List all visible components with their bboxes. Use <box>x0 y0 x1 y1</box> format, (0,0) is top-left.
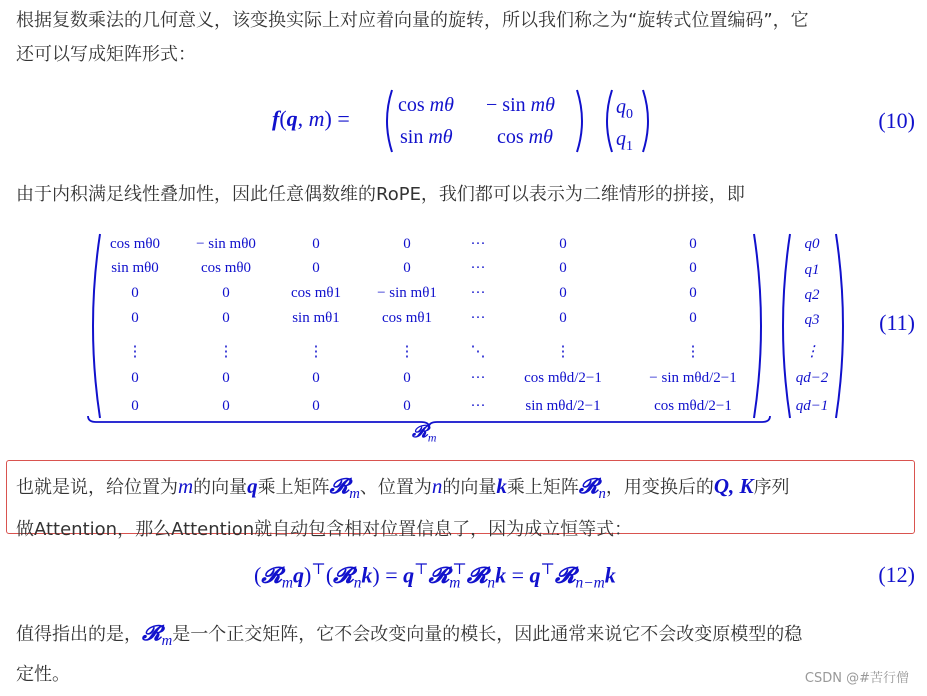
matrix-cell-r6-c2: 0 <box>312 398 320 414</box>
paragraph-highlighted <box>16 468 790 548</box>
paragraph-rope: 由于内积满足线性叠加性，因此任意偶数维的RoPE，我们都可以表示为二维情形的拼接，即 <box>16 184 745 205</box>
hl-math-Rn: 𝓡$_n$ <box>578 474 606 503</box>
matrix-cell-r4-c6: ⋮ <box>685 344 701 360</box>
vector-cell-2: q2 <box>804 287 820 303</box>
matrix-cell-r4-c0: ⋮ <box>127 344 143 360</box>
matrix-cell-r2-c4: ··· <box>470 285 486 301</box>
eq11-left-paren <box>86 232 102 420</box>
eq10-v1: $q_0$ <box>616 96 633 122</box>
hl-math-QK: Q, K <box>713 474 754 498</box>
vector-cell-1: q1 <box>804 262 820 278</box>
eq10-m11: cos mθ <box>398 94 454 116</box>
matrix-cell-r6-c5: sin mθd/2−1 <box>525 398 601 414</box>
matrix-cell-r2-c1: 0 <box>222 285 230 301</box>
hl-text-1: 也就是说，给位置为 <box>16 477 178 498</box>
hl-text-2: 的向量 <box>193 477 248 498</box>
matrix-cell-r0-c5: 0 <box>559 236 567 252</box>
matrix-cell-r1-c2: 0 <box>312 260 320 276</box>
matrix-cell-r2-c2: cos mθ1 <box>290 285 342 301</box>
eq10-right-paren <box>575 88 589 154</box>
matrix-cell-r2-c3: − sin mθ1 <box>377 285 437 301</box>
eq11-vec-left-paren <box>776 232 792 420</box>
hl-math-k: k <box>496 474 507 498</box>
matrix-cell-r3-c4: ··· <box>470 310 486 326</box>
matrix-cell-r6-c6: cos mθd/2−1 <box>654 398 732 414</box>
eq11-right-paren <box>752 232 768 420</box>
vector-cell-6: qd−1 <box>795 398 829 414</box>
hl-math-Rm: 𝓡$_m$ <box>329 474 360 503</box>
paragraph-intro <box>16 4 809 72</box>
matrix-cell-r1-c5: 0 <box>559 260 567 276</box>
matrix-cell-r4-c1: ⋮ <box>218 344 234 360</box>
matrix-cell-r5-c5: cos mθd/2−1 <box>524 370 602 386</box>
hl-text-6: 乘上矩阵 <box>506 477 579 498</box>
matrix-cell-r4-c2: ⋮ <box>308 344 324 360</box>
vector-cell-4: ⋮ <box>804 344 820 360</box>
matrix-cell-r1-c3: 0 <box>403 260 411 276</box>
eq11-underbrace-label: 𝓡$_m$ <box>412 422 437 445</box>
eq11-number: (11) <box>879 310 915 335</box>
hl-math-n: n <box>431 474 443 498</box>
matrix-cell-r4-c5: ⋮ <box>555 344 571 360</box>
matrix-cell-r0-c3: 0 <box>403 236 411 252</box>
hl-text-8: 序列 <box>753 477 790 498</box>
eq12-body: (𝓡$_m$q)⊤(𝓡$_n$k) = q⊤𝓡$_m$⊤𝓡$_n$k = q⊤𝓡$_{n-m}$k <box>254 561 616 592</box>
orthogonal-line-2: 定性。 <box>16 664 70 686</box>
eq10-lhs: f(q, m) = <box>272 106 350 131</box>
matrix-cell-r1-c0: sin mθ0 <box>111 260 159 276</box>
matrix-cell-r4-c3: ⋮ <box>399 344 415 360</box>
matrix-cell-r0-c4: ··· <box>470 236 486 252</box>
orth-text-1: 值得指出的是， <box>16 624 142 645</box>
matrix-cell-r0-c2: 0 <box>312 236 320 252</box>
highlighted-line-2: 做Attention，那么Attention就自动包含相对位置信息了，因为成立恒等式： <box>16 519 633 541</box>
orth-math-Rm: 𝓡$_m$ <box>142 621 173 650</box>
vector-cell-3: q3 <box>804 312 820 328</box>
hl-text-7: ，用变换后的 <box>605 477 714 498</box>
matrix-cell-r3-c1: 0 <box>222 310 230 326</box>
hl-text-5: 的向量 <box>442 477 497 498</box>
csdn-watermark: CSDN @#苦行僧 <box>804 671 909 686</box>
matrix-cell-r3-c3: cos mθ1 <box>381 310 433 326</box>
eq10-vec-right-paren <box>641 88 655 154</box>
matrix-cell-r5-c6: − sin mθd/2−1 <box>649 370 737 386</box>
matrix-cell-r0-c1: − sin mθ0 <box>196 236 256 252</box>
matrix-cell-r5-c1: 0 <box>222 370 230 386</box>
matrix-cell-r3-c5: 0 <box>559 310 567 326</box>
eq12-number: (12) <box>878 562 915 587</box>
matrix-cell-r2-c0: 0 <box>131 285 139 301</box>
matrix-cell-r3-c0: 0 <box>131 310 139 326</box>
matrix-cell-r5-c4: ··· <box>470 370 486 386</box>
matrix-cell-r0-c0: cos mθ0 <box>109 236 161 252</box>
matrix-cell-r4-c4: ⋱ <box>470 344 486 360</box>
matrix-cell-r2-c6: 0 <box>689 285 697 301</box>
matrix-cell-r5-c0: 0 <box>131 370 139 386</box>
matrix-cell-r1-c6: 0 <box>689 260 697 276</box>
matrix-cell-r6-c3: 0 <box>403 398 411 414</box>
hl-math-m: m <box>178 474 194 498</box>
hl-text-4: 、位置为 <box>359 477 432 498</box>
eq10-m12: − sin mθ <box>486 94 555 116</box>
matrix-cell-r5-c3: 0 <box>403 370 411 386</box>
highlighted-line-1 <box>16 468 790 512</box>
matrix-cell-r5-c2: 0 <box>312 370 320 386</box>
eq10-number: (10) <box>878 108 915 133</box>
matrix-cell-r3-c6: 0 <box>689 310 697 326</box>
eq11-vec-right-paren <box>834 232 850 420</box>
intro-line-2: 还可以写成矩阵形式： <box>16 44 196 65</box>
matrix-cell-r6-c1: 0 <box>222 398 230 414</box>
matrix-cell-r3-c2: sin mθ1 <box>292 310 340 326</box>
matrix-cell-r2-c5: 0 <box>559 285 567 301</box>
paragraph-orthogonal <box>16 616 802 692</box>
intro-line-1: 根据复数乘法的几何意义，该变换实际上对应着向量的旋转，所以我们称之为“旋转式位置编码”，它 <box>16 10 809 31</box>
eq10-m22: cos mθ <box>497 126 553 148</box>
matrix-cell-r0-c6: 0 <box>689 236 697 252</box>
hl-text-3: 乘上矩阵 <box>257 477 330 498</box>
eq10-vec-left-paren <box>600 88 614 154</box>
matrix-cell-r6-c4: ··· <box>470 398 486 414</box>
eq10-left-paren <box>380 88 394 154</box>
vector-cell-0: q0 <box>804 236 820 252</box>
eq10-m21: sin mθ <box>400 126 453 148</box>
eq10-v2: $q_1$ <box>616 128 633 154</box>
hl-math-q: q <box>247 474 258 498</box>
matrix-cell-r1-c1: cos mθ0 <box>200 260 252 276</box>
vector-cell-5: qd−2 <box>795 370 829 386</box>
matrix-cell-r6-c0: 0 <box>131 398 139 414</box>
matrix-cell-r1-c4: ··· <box>470 260 486 276</box>
orthogonal-line-1 <box>16 616 802 658</box>
orth-text-2: 是一个正交矩阵，它不会改变向量的模长，因此通常来说它不会改变原模型的稳 <box>172 624 803 645</box>
